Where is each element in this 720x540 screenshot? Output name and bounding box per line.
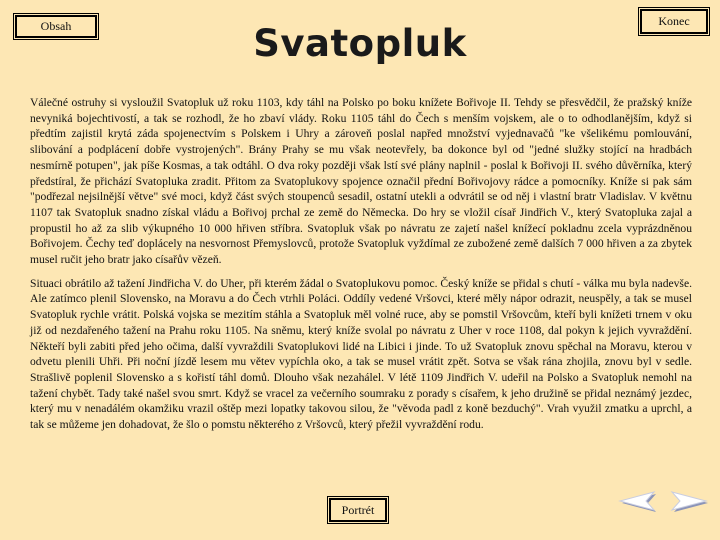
article-text [30, 95, 692, 433]
page-title: Svatopluk [253, 22, 467, 65]
contents-button[interactable]: Obsah [15, 15, 97, 38]
arrow-right-icon[interactable] [664, 484, 716, 518]
arrow-left-icon[interactable] [610, 484, 662, 518]
end-button[interactable]: Konec [640, 9, 708, 34]
paragraph-2: Situaci obrátilo až tažení Jindřicha V. do Uher, při kterém žádal o Svatoplukovu pomoc. Český kníže se přidal s chutí - válka mu byla nadevše. Ale zatímco plenil Slovensko, na Moravu a do Čech vtrhli Poláci. Oddíly vedené Vršovci, které měly nápor odrazit, neuspěly, a tak se musel Svatopluk rychle vrátit. Polská vojska se mezitím stáhla a Svatopluk měl volné ruce, aby se pomstil Vršovcům, kteří byli knížeti trnem v oku již od nezdařeného tažení na Prahu roku 1105. Na sněmu, který kníže svolal po návratu z Uher v roce 1108, dal pokyn k jejich vyvraždění. Někteří byli zabiti před jeho očima, další vyvraždili Svatoplukovi lidé na Libici i jinde. To už Svatopluk znovu spěchal na Moravu, kterou v odvetu plenili Uhři. Při noční jízdě lesem mu větev vypíchla oko, a tak se musel vrátit zpět. Sotva se však rána zhojila, znovu byl v sedle. Strašlivě poplenil Slovensko a s kořistí táhl domů. Dlouho však nezahálel. V létě 1109 Jindřich V. udeřil na Polsko a Svatopluk nemohl na tažení chybět. Tady také našel svou smrt. Když se vracel za večerního soumraku z porady s císařem, k jeho družině se přidal neznámý jezdec, který mu v nenadálém okamžiku vrazil oštěp mezi lopatky takovou silou, že "věvoda padl z koně bezduchý". Vrah využil zmatku a uprchl, a tak se můžeme jen dohadovat, že šlo o pomstu některého z Vršovců, který přežil vyvraždění rodu. [30, 276, 692, 432]
portrait-button[interactable]: Portrét [329, 498, 387, 522]
paragraph-1: Válečné ostruhy si vysloužil Svatopluk už roku 1103, kdy táhl na Polsko po boku knížete Bořivoje II. Tehdy se přesvědčil, že pražský kníže nevyniká bojechtivostí, a tak se rozhodl, že ho zbaví vlády. Roku 1105 táhl do Čech s menším vojskem, ale o to odhodlanějším, když si předtím zajistil krytá záda spojenectvím s Polskem i Uhry a zároveň poslal napřed množství vyjednavačů "ke všelikému pomlouvání, slibování a podplácení dobře vystrojených". Brány Prahy se mu však neotevřely, ba dokonce byl od "jedné služky stojící na hradbách nesmírně potupen", jak píše Kosmas, a tak odtáhl. O dva roky později však lstí své plány naplnil - poslal k Bořivoji II. svého důvěrníka, který předstíral, že přichází Svatopluka zradit. Přitom za Svatoplukovy spojence označil přední Bořivojovy rádce a pomocníky. Kníže si pak sám "podřezal nejsilnější větve" své moci, když část svých stoupenců sesadil, ostatní utekli a odvrátil se od něj i vlastní bratr Vladislav. V květnu 1107 tak Svatopluk snadno získal vládu a Bořivoj prchal ze země do Německa. Do hry se vložil císař Jindřich V., který Svatopluka zajal a propustil ho až za slib výkupného 10 000 hřiven stříbra. Svatopluk však po návratu ze zajetí našel knížecí pokladnu zcela vyprázdněnou Bořivojem. Čechy teď doplácely na nesvornost Přemyslovců, protože Svatopluk vyždímal ze zubožené země dalších 7 000 hřiven a za zbytek musel ručit jeho bratr jako císařův vězeň. [30, 96, 692, 267]
